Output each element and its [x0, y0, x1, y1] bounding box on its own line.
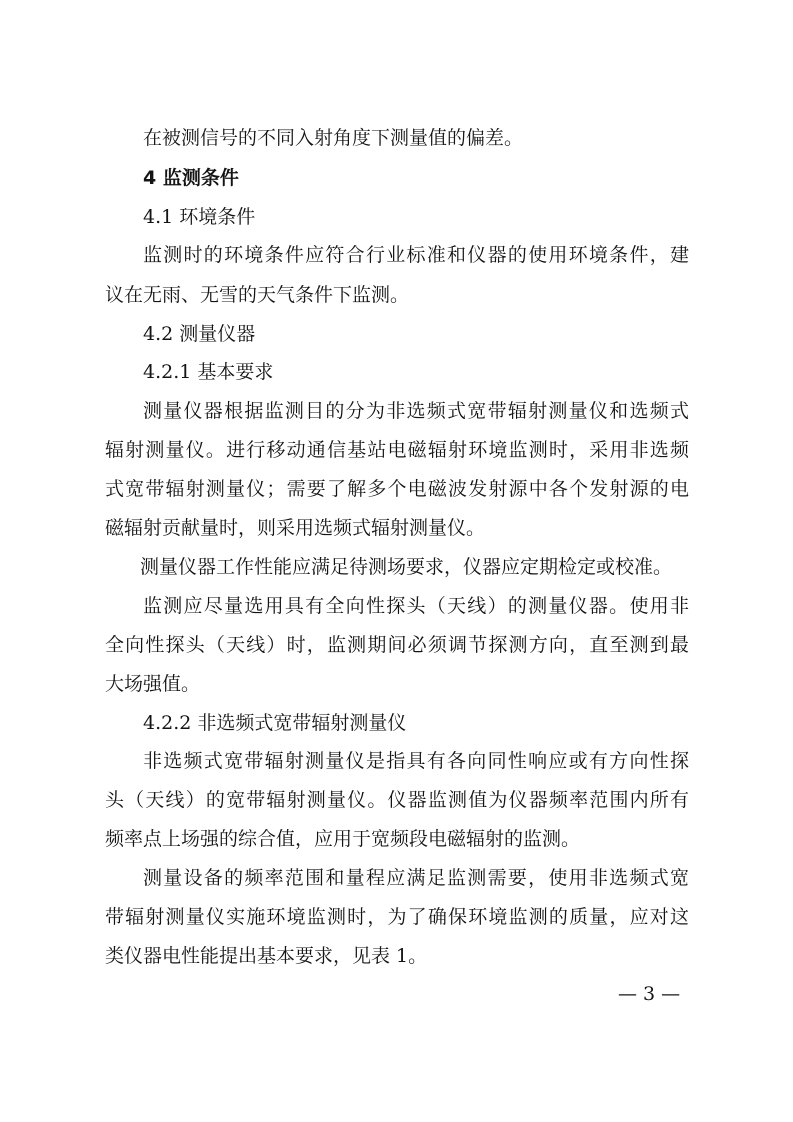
paragraph-line: 议在无雨、无雪的天气条件下监测。 [105, 284, 410, 306]
paragraph-line: 类仪器电性能提出基本要求，见表 1。 [105, 945, 428, 967]
paragraph-line: 非选频式宽带辐射测量仪是指具有各向同性响应或有方向性探 [143, 750, 689, 772]
paragraph-line: 测量仪器工作性能应满足待测场要求，仪器应定期检定或校准。 [140, 556, 673, 578]
paragraph-line: 式宽带辐射测量仪；需要了解多个电磁波发射源中各个发射源的电 [105, 478, 689, 500]
subsection-heading: 4.2 测量仪器 [143, 323, 256, 345]
paragraph-line: 全向性探头（天线）时，监测期间必须调节探测方向，直至测到最 [105, 634, 689, 656]
paragraph-line: 带辐射测量仪实施环境监测时，为了确保环境监测的质量，应对这 [105, 906, 689, 928]
paragraph-line: 监测应尽量选用具有全向性探头（天线）的测量仪器。使用非 [143, 595, 689, 617]
paragraph-line: 频率点上场强的综合值，应用于宽频段电磁辐射的监测。 [105, 828, 581, 850]
paragraph-line: 头（天线）的宽带辐射测量仪。仪器监测值为仪器频率范围内所有 [105, 789, 689, 811]
paragraph-line: 大场强值。 [105, 673, 201, 695]
paragraph-line: 磁辐射贡献量时，则采用选频式辐射测量仪。 [105, 517, 486, 539]
paragraph-line: 测量仪器根据监测目的分为非选频式宽带辐射测量仪和选频式 [143, 400, 689, 422]
subsubsection-heading: 4.2.2 非选频式宽带辐射测量仪 [143, 712, 407, 734]
paragraph-line: 监测时的环境条件应符合行业标准和仪器的使用环境条件，建 [143, 244, 689, 266]
paragraph-line: 辐射测量仪。进行移动通信基站电磁辐射环境监测时，采用非选频 [105, 439, 689, 461]
page-number: — 3 — [618, 983, 681, 1005]
paragraph-line: 在被测信号的不同入射角度下测量值的偏差。 [143, 127, 524, 149]
subsection-heading: 4.1 环境条件 [143, 206, 256, 228]
section-heading: 4 监测条件 [143, 167, 239, 189]
subsubsection-heading: 4.2.1 基本要求 [143, 361, 274, 383]
paragraph-line: 测量设备的频率范围和量程应满足监测需要，使用非选频式宽 [143, 867, 689, 889]
